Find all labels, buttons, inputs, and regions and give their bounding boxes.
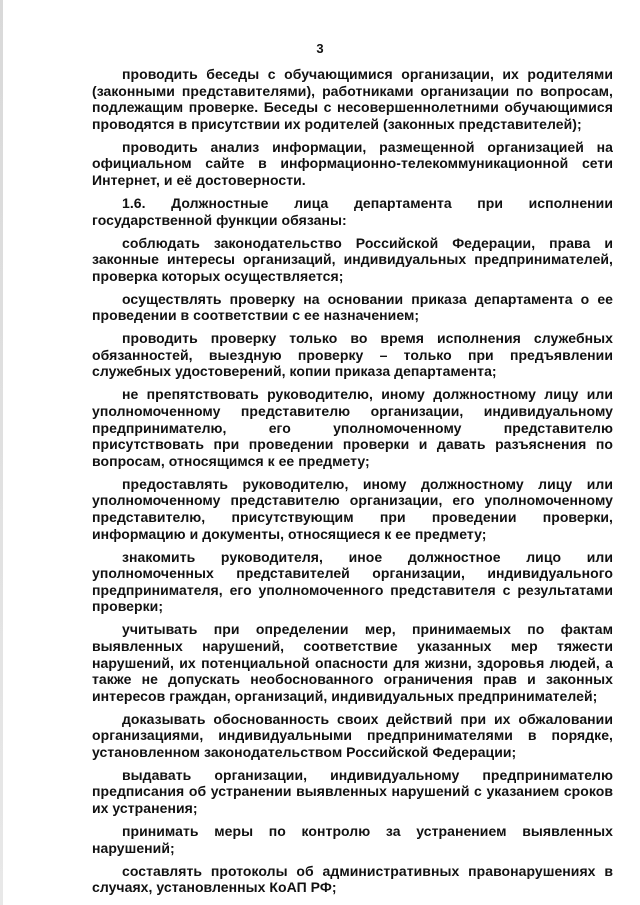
paragraph-justify-actions: доказывать обоснованность своих действий при их обжаловании организациями, индивидуальными предпринимателями в порядке, установленном законодательством Российской Федерации; — [92, 710, 613, 760]
paragraph-control-measures: принимать меры по контролю за устранением выявленных нарушений; — [92, 823, 613, 856]
paragraph-proportional-measures: учитывать при определении мер, принимаемых по фактам выявленных нарушений, соответствие указанных мер тяжести нарушений, их потенциальной опасности для жизни, здоровья людей, а также не допускать необоснованного ограничения прав и законных интересов граждан, организаций, индивидуальных предпринимателей; — [92, 621, 613, 704]
page-number: 3 — [316, 41, 324, 56]
paragraph-not-obstruct: не препятствовать руководителю, иному должностному лицу или уполномоченному представителю организации, индивидуальному предпринимателю, его уполномоченному представителю присутствовать при проведении проверки и давать разъяснения по вопросам, относящимся к ее предмету; — [92, 386, 613, 469]
paragraph-protocols: составлять протоколы об административных правонарушениях в случаях, установленных КоАП РФ; — [92, 862, 613, 896]
document-body — [92, 66, 613, 902]
scan-left-edge — [0, 0, 3, 905]
paragraph-inspection-basis: осуществлять проверку на основании приказа департамента о ее проведении в соответствии с ее назначением; — [92, 290, 613, 324]
paragraph-website-analysis: проводить анализ информации, размещенной организацией на официальном сайте в информационно-телекоммуникационной сети Интернет, и её достоверности. — [92, 138, 613, 188]
paragraph-officials-duties: 1.6. Должностные лица департамента при исполнении государственной функции обязаны: — [92, 194, 613, 228]
paragraph-acquaint-results: знакомить руководителя, иное должностное лицо или уполномоченных представителей организации, индивидуального предпринимателя, его уполномоченного представителя с результатами проверки; — [92, 548, 613, 615]
paragraph-interviews: проводить беседы с обучающимися организации, их родителями (законными представителями), работниками организации по вопросам, подлежащим проверке. Беседы с несовершеннолетними обучающимися проводятся в присутствии их родителей (законных представителей); — [92, 66, 613, 132]
paragraph-inspection-time: проводить проверку только во время исполнения служебных обязанностей, выездную проверку – только при предъявлении служебных удостоверений, копии приказа департамента; — [92, 330, 613, 380]
paragraph-issue-orders: выдавать организации, индивидуальному предпринимателю предписания об устранении выявленных нарушений с указанием сроков их устранения; — [92, 766, 613, 817]
paragraph-observe-legislation: соблюдать законодательство Российской Федерации, права и законные интересы организаций, индивидуальных предпринимателей, проверка которых осуществляется; — [92, 234, 613, 284]
paragraph-provide-information: предоставлять руководителю, иному должностному лицу или уполномоченному представителю организации, его уполномоченному представителю, присутствующим при проведении проверки, информацию и документы, относящиеся к ее предмету; — [92, 475, 613, 542]
